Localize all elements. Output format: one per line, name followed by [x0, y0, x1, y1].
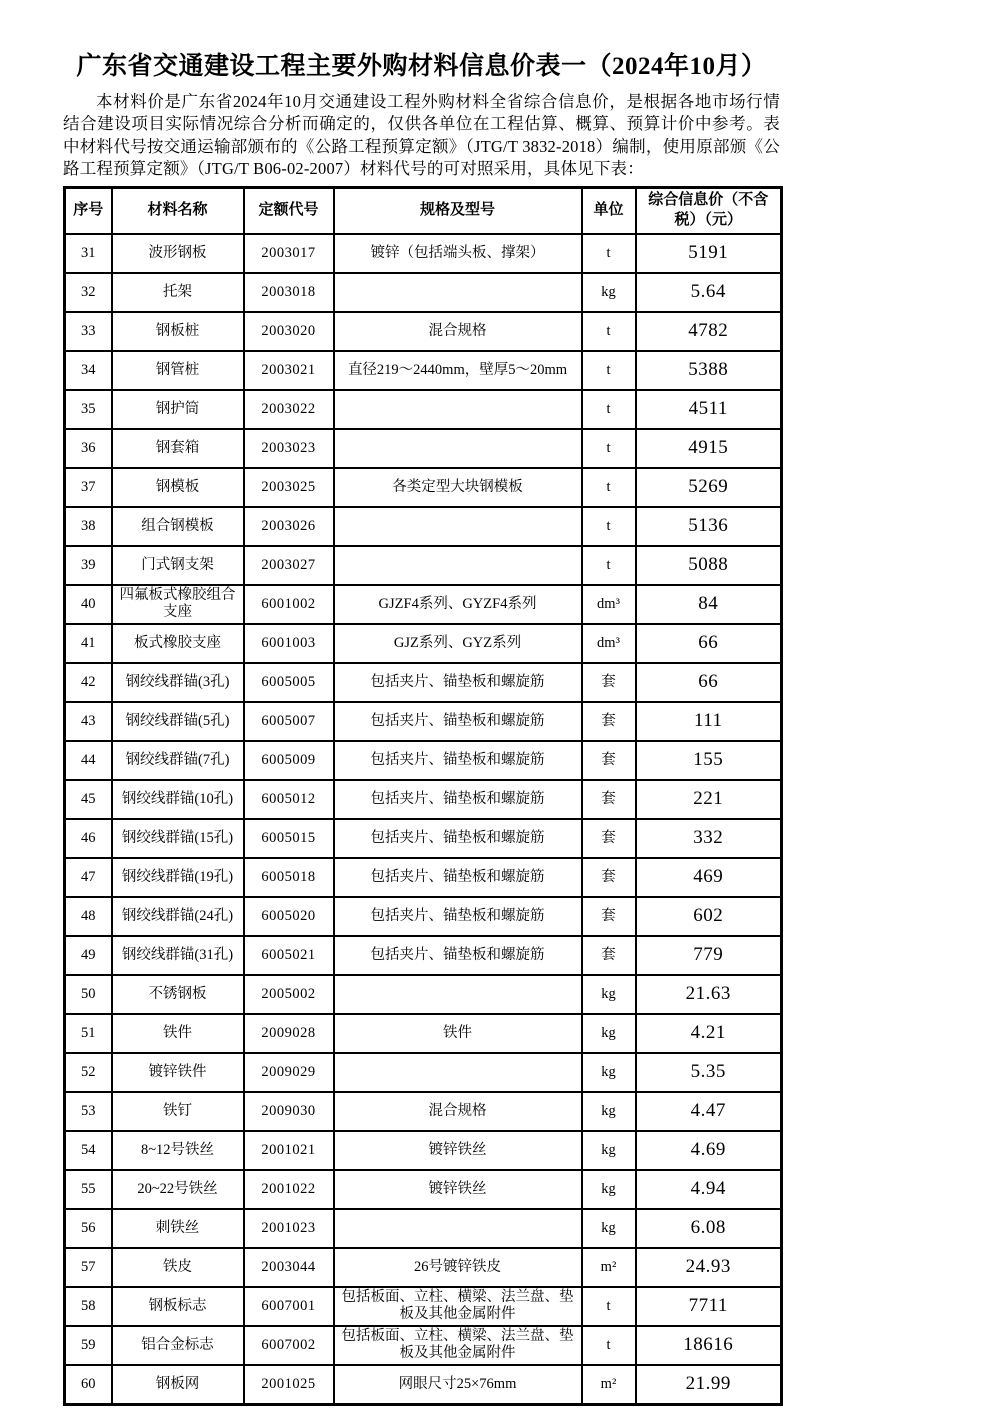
- material-name-cell: 钢板桩: [112, 312, 244, 351]
- price-table-header: [65, 187, 782, 234]
- spec-cell: 包括夹片、锚垫板和螺旋筋: [334, 663, 582, 702]
- quota-code-cell: 2003022: [244, 390, 334, 429]
- price-cell: 21.99: [636, 1365, 782, 1405]
- material-name-cell: 不锈钢板: [112, 975, 244, 1014]
- table-row: [65, 1131, 782, 1170]
- price-cell: 84: [636, 585, 782, 624]
- material-name-cell: 组合钢模板: [112, 507, 244, 546]
- intro-paragraph: 本材料价是广东省2024年10月交通建设工程外购材料全省综合信息价，是根据各地市场行情结合建设项目实际情况综合分析而确定的，仅供各单位在工程估算、概算、预算计价中参考。表中材料代号按交通运输部颁布的《公路工程预算定额》（JTG/T 3832-2018）编制，使用原部颁《公路工程预算定额》（JTG/T B06-02-2007）材料代号的可对照采用，具体见下表：: [63, 92, 780, 179]
- unit-cell: t: [582, 468, 636, 507]
- quota-code-cell: 2001022: [244, 1170, 334, 1209]
- table-row: [65, 1365, 782, 1405]
- price-cell: 5136: [636, 507, 782, 546]
- table-row: [65, 1014, 782, 1053]
- quota-code-cell: 6005021: [244, 936, 334, 975]
- price-cell: 111: [636, 702, 782, 741]
- row-number-cell: 56: [65, 1209, 112, 1248]
- material-name-cell: 波形钢板: [112, 234, 244, 273]
- row-number-cell: 31: [65, 234, 112, 273]
- spec-cell: [334, 975, 582, 1014]
- material-name-cell: 钢绞线群锚(15孔): [112, 819, 244, 858]
- unit-cell: t: [582, 351, 636, 390]
- quota-code-cell: 2003027: [244, 546, 334, 585]
- spec-cell: 26号镀锌铁皮: [334, 1248, 582, 1287]
- price-cell: 602: [636, 897, 782, 936]
- quota-code-cell: 2003020: [244, 312, 334, 351]
- table-row: [65, 312, 782, 351]
- table-row: [65, 1248, 782, 1287]
- price-cell: 4.47: [636, 1092, 782, 1131]
- spec-cell: 镀锌铁丝: [334, 1131, 582, 1170]
- material-name-cell: 钢绞线群锚(3孔): [112, 663, 244, 702]
- price-cell: 7711: [636, 1287, 782, 1326]
- column-header-quota-code: 定额代号: [244, 187, 334, 234]
- row-number-cell: 53: [65, 1092, 112, 1131]
- quota-code-cell: 2009030: [244, 1092, 334, 1131]
- spec-cell: 各类定型大块钢模板: [334, 468, 582, 507]
- quota-code-cell: 2003026: [244, 507, 334, 546]
- table-row: [65, 1209, 782, 1248]
- spec-cell: 包括夹片、锚垫板和螺旋筋: [334, 702, 582, 741]
- table-row: [65, 624, 782, 663]
- price-cell: 221: [636, 780, 782, 819]
- material-name-cell: 铝合金标志: [112, 1326, 244, 1365]
- unit-cell: 套: [582, 741, 636, 780]
- column-header-spec: 规格及型号: [334, 187, 582, 234]
- unit-cell: 套: [582, 780, 636, 819]
- price-table-body: [65, 234, 782, 1405]
- quota-code-cell: 6005007: [244, 702, 334, 741]
- table-row: [65, 273, 782, 312]
- quota-code-cell: 6001002: [244, 585, 334, 624]
- table-row: [65, 468, 782, 507]
- row-number-cell: 32: [65, 273, 112, 312]
- price-cell: 66: [636, 624, 782, 663]
- row-number-cell: 48: [65, 897, 112, 936]
- row-number-cell: 34: [65, 351, 112, 390]
- row-number-cell: 36: [65, 429, 112, 468]
- price-cell: 4782: [636, 312, 782, 351]
- price-cell: 5.64: [636, 273, 782, 312]
- material-name-cell: 钢绞线群锚(31孔): [112, 936, 244, 975]
- unit-cell: kg: [582, 273, 636, 312]
- quota-code-cell: 6005018: [244, 858, 334, 897]
- table-row: [65, 975, 782, 1014]
- price-cell: 6.08: [636, 1209, 782, 1248]
- row-number-cell: 41: [65, 624, 112, 663]
- material-name-cell: 钢板网: [112, 1365, 244, 1405]
- quota-code-cell: 2003025: [244, 468, 334, 507]
- quota-code-cell: 6007001: [244, 1287, 334, 1326]
- price-cell: 5.35: [636, 1053, 782, 1092]
- table-row: [65, 429, 782, 468]
- material-name-cell: 钢绞线群锚(24孔): [112, 897, 244, 936]
- material-name-cell: 铁皮: [112, 1248, 244, 1287]
- unit-cell: t: [582, 429, 636, 468]
- row-number-cell: 60: [65, 1365, 112, 1405]
- unit-cell: kg: [582, 1053, 636, 1092]
- material-name-cell: 钢板标志: [112, 1287, 244, 1326]
- quota-code-cell: 2001025: [244, 1365, 334, 1405]
- price-table: [63, 186, 783, 1406]
- spec-cell: 镀锌铁丝: [334, 1170, 582, 1209]
- table-row: [65, 819, 782, 858]
- material-name-cell: 钢绞线群锚(7孔): [112, 741, 244, 780]
- quota-code-cell: 2003017: [244, 234, 334, 273]
- material-name-cell: 20~22号铁丝: [112, 1170, 244, 1209]
- row-number-cell: 42: [65, 663, 112, 702]
- row-number-cell: 33: [65, 312, 112, 351]
- price-cell: 332: [636, 819, 782, 858]
- unit-cell: m²: [582, 1365, 636, 1405]
- material-name-cell: 8~12号铁丝: [112, 1131, 244, 1170]
- unit-cell: t: [582, 234, 636, 273]
- unit-cell: dm³: [582, 585, 636, 624]
- unit-cell: t: [582, 1287, 636, 1326]
- spec-cell: [334, 390, 582, 429]
- row-number-cell: 59: [65, 1326, 112, 1365]
- quota-code-cell: 6005012: [244, 780, 334, 819]
- row-number-cell: 35: [65, 390, 112, 429]
- column-header-seq: 序号: [65, 187, 112, 234]
- table-row: [65, 702, 782, 741]
- row-number-cell: 44: [65, 741, 112, 780]
- price-cell: 24.93: [636, 1248, 782, 1287]
- table-row: [65, 741, 782, 780]
- unit-cell: 套: [582, 663, 636, 702]
- row-number-cell: 54: [65, 1131, 112, 1170]
- spec-cell: 包括夹片、锚垫板和螺旋筋: [334, 741, 582, 780]
- material-name-cell: 铁件: [112, 1014, 244, 1053]
- spec-cell: 网眼尺寸25×76mm: [334, 1365, 582, 1405]
- quota-code-cell: 6005020: [244, 897, 334, 936]
- row-number-cell: 40: [65, 585, 112, 624]
- material-name-cell: 门式钢支架: [112, 546, 244, 585]
- material-name-cell: 钢套箱: [112, 429, 244, 468]
- quota-code-cell: 6001003: [244, 624, 334, 663]
- quota-code-cell: 2003044: [244, 1248, 334, 1287]
- price-cell: 4511: [636, 390, 782, 429]
- unit-cell: kg: [582, 1170, 636, 1209]
- material-name-cell: 托架: [112, 273, 244, 312]
- material-name-cell: 镀锌铁件: [112, 1053, 244, 1092]
- spec-cell: [334, 273, 582, 312]
- unit-cell: t: [582, 1326, 636, 1365]
- spec-cell: [334, 1053, 582, 1092]
- header-row: [65, 187, 782, 234]
- column-header-material-name: 材料名称: [112, 187, 244, 234]
- price-cell: 469: [636, 858, 782, 897]
- spec-cell: 镀锌（包括端头板、撑架）: [334, 234, 582, 273]
- quota-code-cell: 2009029: [244, 1053, 334, 1092]
- spec-cell: GJZF4系列、GYZF4系列: [334, 585, 582, 624]
- table-row: [65, 897, 782, 936]
- price-cell: 21.63: [636, 975, 782, 1014]
- table-row: [65, 936, 782, 975]
- row-number-cell: 52: [65, 1053, 112, 1092]
- quota-code-cell: 2009028: [244, 1014, 334, 1053]
- unit-cell: m²: [582, 1248, 636, 1287]
- spec-cell: 包括板面、立柱、横梁、法兰盘、垫板及其他金属附件: [334, 1326, 582, 1365]
- quota-code-cell: 6005005: [244, 663, 334, 702]
- spec-cell: [334, 1209, 582, 1248]
- spec-cell: 铁件: [334, 1014, 582, 1053]
- spec-cell: [334, 546, 582, 585]
- row-number-cell: 55: [65, 1170, 112, 1209]
- material-name-cell: 四氟板式橡胶组合支座: [112, 585, 244, 624]
- spec-cell: 包括夹片、锚垫板和螺旋筋: [334, 897, 582, 936]
- unit-cell: kg: [582, 1209, 636, 1248]
- material-name-cell: 钢护筒: [112, 390, 244, 429]
- table-row: [65, 858, 782, 897]
- unit-cell: 套: [582, 702, 636, 741]
- material-name-cell: 钢绞线群锚(10孔): [112, 780, 244, 819]
- unit-cell: kg: [582, 1092, 636, 1131]
- table-row: [65, 351, 782, 390]
- price-cell: 4.69: [636, 1131, 782, 1170]
- quota-code-cell: 2003021: [244, 351, 334, 390]
- unit-cell: t: [582, 507, 636, 546]
- row-number-cell: 47: [65, 858, 112, 897]
- material-name-cell: 钢绞线群锚(19孔): [112, 858, 244, 897]
- material-name-cell: 钢模板: [112, 468, 244, 507]
- price-cell: 18616: [636, 1326, 782, 1365]
- spec-cell: 包括板面、立柱、横梁、法兰盘、垫板及其他金属附件: [334, 1287, 582, 1326]
- spec-cell: 混合规格: [334, 312, 582, 351]
- table-row: [65, 234, 782, 273]
- price-cell: 779: [636, 936, 782, 975]
- table-row: [65, 390, 782, 429]
- spec-cell: 直径219～2440mm，壁厚5～20mm: [334, 351, 582, 390]
- column-header-price: 综合信息价（不含税）（元）: [636, 187, 782, 234]
- unit-cell: kg: [582, 975, 636, 1014]
- unit-cell: t: [582, 390, 636, 429]
- table-row: [65, 1053, 782, 1092]
- column-header-unit: 单位: [582, 187, 636, 234]
- price-cell: 5388: [636, 351, 782, 390]
- page-title: 广东省交通建设工程主要外购材料信息价表一（2024年10月）: [76, 53, 767, 80]
- document-content: [63, 46, 780, 1406]
- quota-code-cell: 2001023: [244, 1209, 334, 1248]
- quota-code-cell: 2003018: [244, 273, 334, 312]
- row-number-cell: 49: [65, 936, 112, 975]
- row-number-cell: 38: [65, 507, 112, 546]
- row-number-cell: 57: [65, 1248, 112, 1287]
- quota-code-cell: 6005009: [244, 741, 334, 780]
- price-cell: 5088: [636, 546, 782, 585]
- row-number-cell: 58: [65, 1287, 112, 1326]
- row-number-cell: 51: [65, 1014, 112, 1053]
- unit-cell: kg: [582, 1014, 636, 1053]
- spec-cell: [334, 429, 582, 468]
- unit-cell: kg: [582, 1131, 636, 1170]
- quota-code-cell: 2003023: [244, 429, 334, 468]
- price-cell: 4.21: [636, 1014, 782, 1053]
- quota-code-cell: 2005002: [244, 975, 334, 1014]
- spec-cell: 包括夹片、锚垫板和螺旋筋: [334, 780, 582, 819]
- row-number-cell: 37: [65, 468, 112, 507]
- row-number-cell: 50: [65, 975, 112, 1014]
- row-number-cell: 43: [65, 702, 112, 741]
- unit-cell: t: [582, 546, 636, 585]
- material-name-cell: 钢绞线群锚(5孔): [112, 702, 244, 741]
- unit-cell: t: [582, 312, 636, 351]
- table-row: [65, 1170, 782, 1209]
- unit-cell: dm³: [582, 624, 636, 663]
- row-number-cell: 39: [65, 546, 112, 585]
- table-row: [65, 663, 782, 702]
- price-cell: 5191: [636, 234, 782, 273]
- table-row: [65, 546, 782, 585]
- table-row: [65, 780, 782, 819]
- table-row: [65, 1326, 782, 1365]
- spec-cell: 包括夹片、锚垫板和螺旋筋: [334, 819, 582, 858]
- table-row: [65, 1287, 782, 1326]
- unit-cell: 套: [582, 897, 636, 936]
- spec-cell: 包括夹片、锚垫板和螺旋筋: [334, 936, 582, 975]
- price-cell: 4.94: [636, 1170, 782, 1209]
- spec-cell: 包括夹片、锚垫板和螺旋筋: [334, 858, 582, 897]
- row-number-cell: 46: [65, 819, 112, 858]
- unit-cell: 套: [582, 936, 636, 975]
- quota-code-cell: 6007002: [244, 1326, 334, 1365]
- material-name-cell: 板式橡胶支座: [112, 624, 244, 663]
- price-cell: 5269: [636, 468, 782, 507]
- price-cell: 155: [636, 741, 782, 780]
- spec-cell: 混合规格: [334, 1092, 582, 1131]
- unit-cell: 套: [582, 858, 636, 897]
- table-row: [65, 585, 782, 624]
- table-row: [65, 1092, 782, 1131]
- material-name-cell: 刺铁丝: [112, 1209, 244, 1248]
- price-cell: 4915: [636, 429, 782, 468]
- spec-cell: [334, 507, 582, 546]
- quota-code-cell: 6005015: [244, 819, 334, 858]
- price-cell: 66: [636, 663, 782, 702]
- material-name-cell: 铁钉: [112, 1092, 244, 1131]
- spec-cell: GJZ系列、GYZ系列: [334, 624, 582, 663]
- unit-cell: 套: [582, 819, 636, 858]
- row-number-cell: 45: [65, 780, 112, 819]
- table-row: [65, 507, 782, 546]
- material-name-cell: 钢管桩: [112, 351, 244, 390]
- quota-code-cell: 2001021: [244, 1131, 334, 1170]
